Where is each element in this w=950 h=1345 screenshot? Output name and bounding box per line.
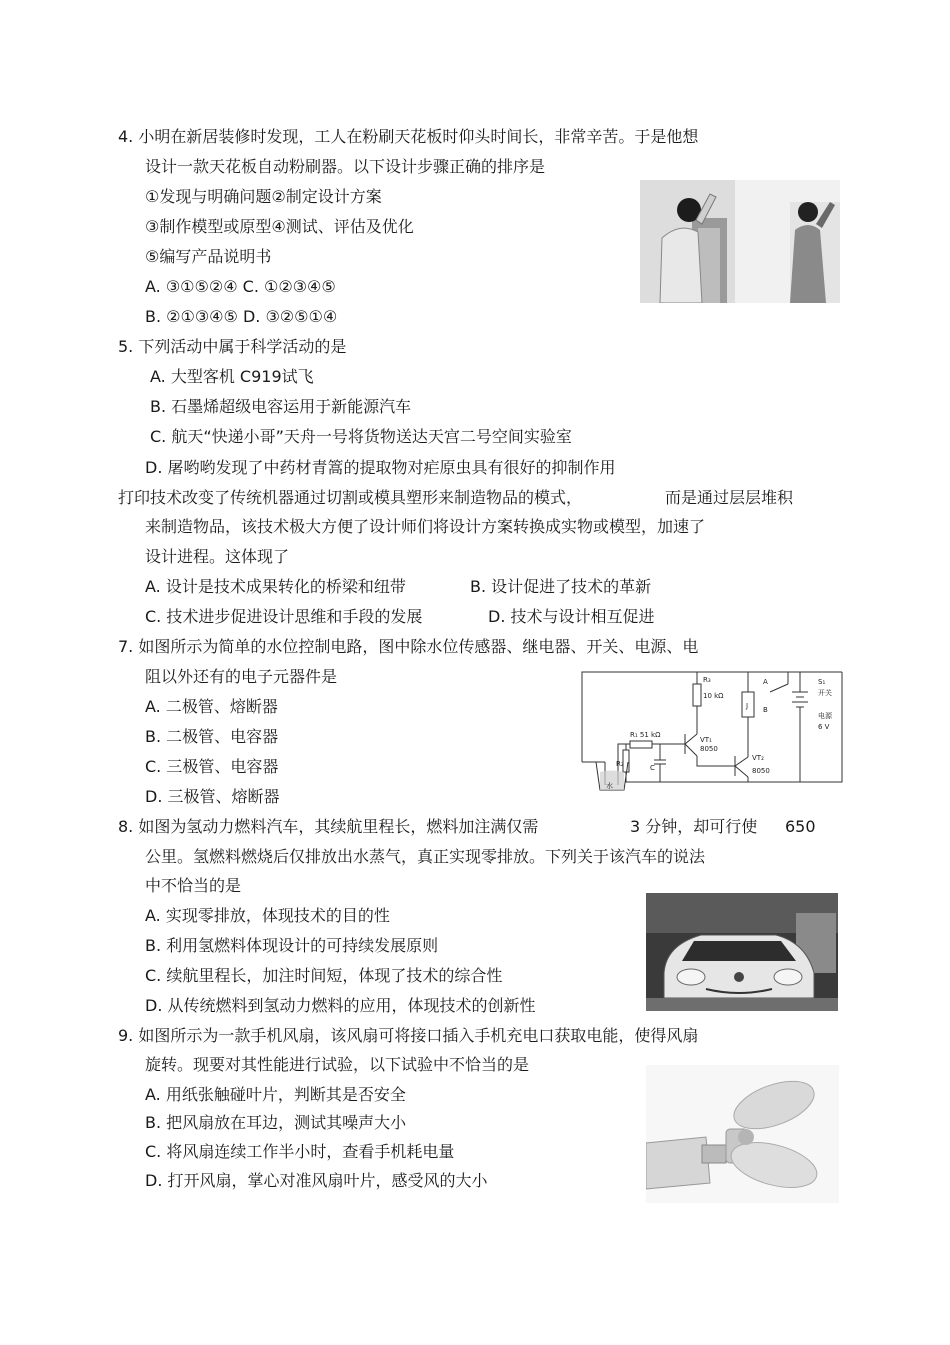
q4-step-line2: ③制作模型或原型④测试、评估及优化 [145, 217, 414, 236]
label-contact-b: B [763, 706, 768, 714]
q6-stem-line1a: 打印技术改变了传统机器通过切割或模具塑形来制造物品的模式， [118, 488, 583, 507]
label-relay: J [746, 702, 749, 710]
q7-option-d: D. 三极管、熔断器 [145, 787, 280, 806]
q5-option-b: B. 石墨烯超级电容运用于新能源汽车 [150, 397, 412, 416]
label-c: C [650, 764, 655, 772]
q8-stem-line2: 公里。氢燃料燃烧后仅排放出水蒸气，真正实现零排放。下列关于该汽车的说法 [145, 847, 706, 866]
q8-option-a: A. 实现零排放，体现技术的目的性 [145, 906, 390, 925]
q4-options-bd: B. ②①③④⑤ D. ③②⑤①④ [145, 307, 338, 326]
q6-option-c: C. 技术进步促进设计思维和手段的发展 [145, 607, 423, 626]
label-r2: R₂ [616, 760, 624, 768]
q9-option-a: A. 用纸张触碰叶片，判断其是否安全 [145, 1085, 406, 1104]
q5-stem: 5. 下列活动中属于科学活动的是 [118, 337, 347, 356]
q9-option-b: B. 把风扇放在耳边，测试其噪声大小 [145, 1113, 407, 1132]
q8-hydrogen-car-photo [646, 893, 838, 1011]
q4-stem-line2: 设计一款天花板自动粉刷器。以下设计步骤正确的排序是 [145, 157, 546, 176]
q5-option-a: A. 大型客机 C919试飞 [150, 367, 314, 386]
q5-option-d: D. 屠哟哟发现了中药材青篙的提取物对疟原虫具有很好的抑制作用 [145, 458, 616, 477]
q9-stem-line2: 旋转。现要对其性能进行试验，以下试验中不恰当的是 [145, 1055, 530, 1074]
label-contact-a: A [763, 678, 768, 686]
label-vt2-model: 8050 [752, 767, 770, 775]
label-power-source: 电源 [818, 712, 832, 720]
q6-stem-line2: 来制造物品，该技术极大方便了设计师们将设计方案转换成实物或模型，加速了 [145, 517, 706, 536]
q9-option-d: D. 打开风扇，掌心对准风扇叶片，感受风的大小 [145, 1171, 488, 1190]
q4-stem-line1: 4. 小明在新居装修时发现，工人在粉刷天花板时仰头时间长，非常辛苦。于是他想 [118, 127, 699, 146]
label-vt1: VT₁ [700, 736, 712, 744]
q9-phone-fan-photo [646, 1065, 839, 1203]
label-voltage: 6 V [818, 723, 830, 731]
label-switch: 开关 [818, 689, 832, 697]
q7-stem-line1: 7. 如图所示为简单的水位控制电路，图中除水位传感器、继电器、开关、电源、电 [118, 637, 699, 656]
q6-stem-line1b: 而是通过层层堆积 [665, 488, 794, 507]
q8-stem-line1b: 3 分钟，却可行使 [630, 817, 758, 836]
q4-painter-photo [640, 180, 840, 303]
q8-option-d: D. 从传统燃料到氢动力燃料的应用，体现技术的创新性 [145, 996, 536, 1015]
q8-stem-line1c: 650 [785, 817, 816, 836]
label-r1: R₁ 51 kΩ [630, 731, 661, 739]
label-s1: S₁ [818, 678, 826, 686]
q7-option-b: B. 二极管、电容器 [145, 727, 279, 746]
label-r3: R₃ [703, 676, 711, 684]
q8-stem-line3: 中不恰当的是 [145, 876, 242, 895]
label-water: 水 [606, 782, 613, 790]
q8-stem-line1a: 8. 如图为氢动力燃料汽车，其续航里程长，燃料加注满仅需 [118, 817, 539, 836]
q7-option-a: A. 二极管、熔断器 [145, 697, 278, 716]
q4-step-line3: ⑤编写产品说明书 [145, 247, 272, 266]
label-r3-value: 10 kΩ [703, 692, 724, 700]
q9-option-c: C. 将风扇连续工作半小时，查看手机耗电量 [145, 1142, 455, 1161]
q8-option-b: B. 利用氢燃料体现设计的可持续发展原则 [145, 936, 439, 955]
q9-stem-line1: 9. 如图所示为一款手机风扇，该风扇可将接口插入手机充电口获取电能，使得风扇 [118, 1026, 699, 1045]
q6-option-d: D. 技术与设计相互促进 [488, 607, 655, 626]
q7-stem-line2: 阻以外还有的电子元器件是 [145, 667, 338, 686]
q4-step-line1: ①发现与明确问题②制定设计方案 [145, 187, 382, 206]
label-vt1-model: 8050 [700, 745, 718, 753]
q6-stem-line3: 设计进程。这体现了 [145, 547, 290, 566]
q8-option-c: C. 续航里程长，加注时间短，体现了技术的综合性 [145, 966, 503, 985]
q7-option-c: C. 三极管、电容器 [145, 757, 279, 776]
label-vt2: VT₂ [752, 754, 764, 762]
q5-option-c: C. 航天“快递小哥”天舟一号将货物送达天宫二号空间实验室 [150, 427, 572, 446]
q6-option-a: A. 设计是技术成果转化的桥梁和纽带 [145, 577, 406, 596]
q7-circuit-diagram [560, 662, 850, 802]
q4-options-ac: A. ③①⑤②④ C. ①②③④⑤ [145, 277, 336, 296]
q6-option-b: B. 设计促进了技术的革新 [470, 577, 652, 596]
